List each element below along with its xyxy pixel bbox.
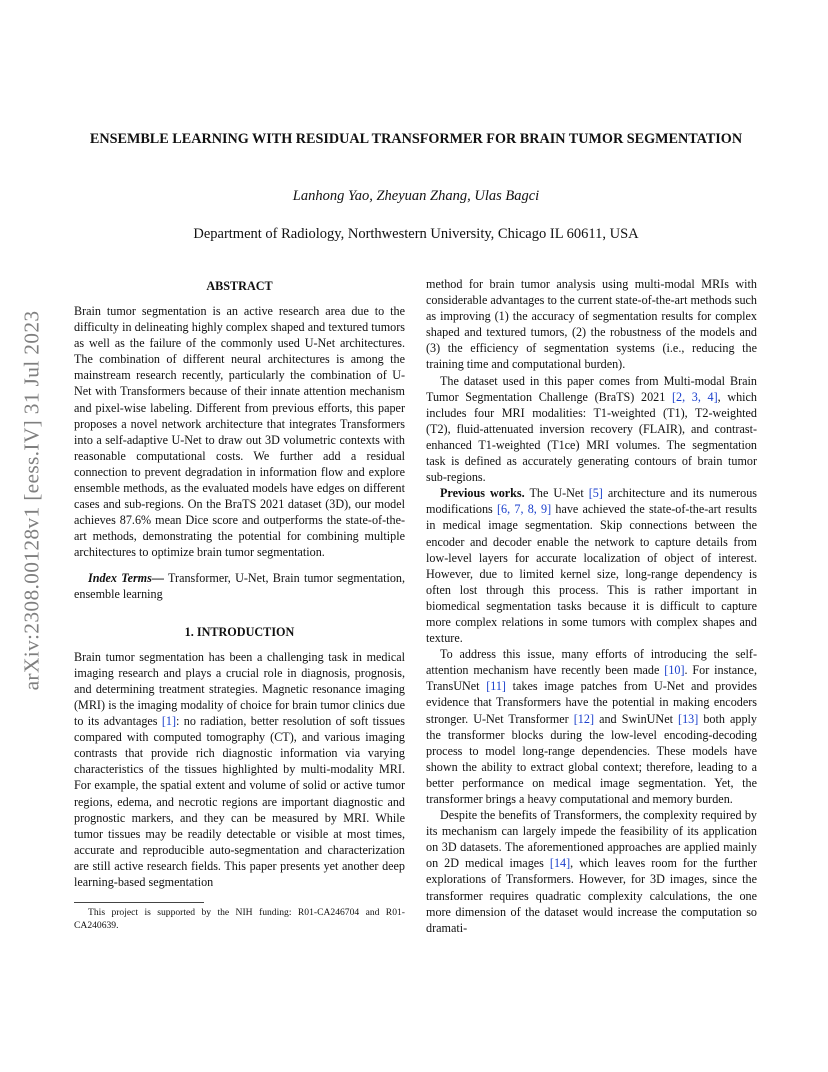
citation-link[interactable]: [5] bbox=[588, 486, 603, 501]
intro-paragraph-previous-works bbox=[426, 485, 757, 646]
paper-authors: Lanhong Yao, Zheyuan Zhang, Ulas Bagci bbox=[292, 188, 540, 204]
paper-affiliation: Department of Radiology, Northwestern University, Chicago IL 60611, USA bbox=[193, 226, 639, 242]
intro-text: The U-Net bbox=[524, 486, 589, 501]
intro-text: have achieved the state-of-the-art results in medical image segmentation. Skip connections between the encoder and decoder enable the network to capture details from low-level layers for accurate localization of object of interest. However, due to limited kernel size, long-range dependency is often lost through this process. This is rather important in biomedical segmentation tasks because it is difficult to capture more complex relations in some tumors with complex shapes and texture. bbox=[426, 502, 758, 646]
intro-text: , which includes four MRI modalities: T1-weighted (T1), T2-weighted (T2), fluid-attenuated inversion recovery (FLAIR), and contrast-enhanced T1-weighted (T1ce) MRI volumes. The segmentation task is defined as accurately generating contours of brain tumor sub-regions. bbox=[426, 389, 758, 485]
right-column bbox=[426, 276, 757, 936]
citation-link[interactable]: [2, 3, 4] bbox=[671, 389, 718, 404]
citation-link[interactable]: [11] bbox=[486, 679, 506, 694]
introduction-heading: 1. INTRODUCTION bbox=[184, 624, 295, 639]
intro-paragraph-1 bbox=[74, 649, 405, 890]
previous-works-label: Previous works. bbox=[440, 486, 525, 501]
funding-footnote: This project is supported by the NIH funding: R01-CA246704 and R01-CA240639. bbox=[74, 907, 405, 931]
intro-text: architecture and its numerous modifications bbox=[426, 486, 757, 517]
intro-paragraph-1-continued: method for brain tumor analysis using multi-modal MRIs with considerable advantages to the current state-of-the-art methods such as improving (1) the accuracy of segmentation results for complex shaped and textured tumors, (2) the robustness of the models and (3) the efficiency of segmentation systems (i.e., reducing the training time and computational burden). bbox=[426, 277, 757, 372]
left-column bbox=[74, 278, 405, 932]
intro-paragraph-4 bbox=[426, 646, 757, 807]
citation-link[interactable]: [10] bbox=[664, 663, 685, 678]
abstract-text: Brain tumor segmentation is an active research area due to the difficulty in delineating highly complex shaped and textured tumors as well as the failure of the commonly used U-Net architectures. The combination of different neural architectures is among the mainstream research recently, particularly the combination of U-Net with Transformers because of their innate attention mechanism and pixel-wise labeling. Different from previous efforts, this paper proposes a novel network architecture that integrates Transformers into a self-adaptive U-Net to draw out 3D volumetric contexts with reasonable computational costs. We further add a residual connection to prevent degradation in information flow and explore ensemble methods, as the evaluated models have edges on different cases and sub-regions. On the BraTS 2021 dataset (3D), our model achieves 87.6% mean Dice score and outperforms the state-of-the-art methods, demonstrating the potential for combining multiple architectures to optimize brain tumor segmentation. bbox=[74, 304, 405, 560]
citation-link[interactable]: [12] bbox=[573, 711, 594, 726]
arxiv-identifier bbox=[12, 300, 52, 700]
citation-link[interactable]: [14] bbox=[549, 856, 571, 871]
intro-paragraph-5 bbox=[426, 807, 757, 936]
citation-link[interactable]: [13] bbox=[678, 711, 699, 726]
citation-link[interactable]: [1] bbox=[161, 714, 177, 729]
footnote-rule bbox=[74, 902, 204, 903]
intro-text: , which leaves room for the further explorations of Transformers. However, for 3D images, since the transformer requires quadratic complexity calculations, the one more dimension of the dataset would increase the computation so dramati- bbox=[426, 856, 757, 935]
index-terms-text: Transformer, U-Net, Brain tumor segmentation, ensemble learning bbox=[74, 570, 406, 601]
intro-text: Despite the benefits of Transformers, the complexity required by its mechanism can largely impede the feasibility of its application on 3D datasets. The aforementioned approaches are applied mainly on 2D medical images bbox=[426, 808, 757, 871]
intro-text: Brain tumor segmentation has been a challenging task in medical imaging research and plays a crucial role in diagnosis, prognosis, and determining treatment strategies. Magnetic resonance imaging (MRI) is the imaging modality of choice for brain tumor clinics due to its advantages bbox=[74, 649, 405, 729]
intro-text: . For instance, TransUNet bbox=[426, 663, 757, 694]
intro-text: and SwinUNet bbox=[594, 711, 679, 726]
paper-title: ENSEMBLE LEARNING WITH RESIDUAL TRANSFORMER FOR BRAIN TUMOR SEGMENTATION bbox=[89, 131, 743, 147]
index-terms bbox=[74, 570, 405, 602]
intro-text: takes image patches from U-Net and provides evidence that Transformers have the potential in making encoders stronger. U-Net Transformer bbox=[426, 679, 757, 726]
intro-text: The dataset used in this paper comes from Multi-modal Brain Tumor Segmentation Challenge (BraTS) 2021 bbox=[426, 373, 757, 404]
index-terms-label: Index Terms— bbox=[88, 570, 164, 585]
intro-text: both apply the transformer blocks during the low-level encoding-decoding process to model long-range dependencies. These models have shown the ability to extract global context; therefore, leading to a better performance on medical image segmentation. Yet, the transformer brings a heavy computational and memory burden. bbox=[426, 711, 757, 806]
intro-text: To address this issue, many efforts of introducing the self-attention mechanism have recently been made bbox=[426, 647, 757, 678]
intro-paragraph-2 bbox=[426, 373, 757, 486]
citation-link[interactable]: [6, 7, 8, 9] bbox=[497, 502, 552, 517]
abstract-heading: ABSTRACT bbox=[206, 279, 273, 293]
intro-text: : no radiation, better resolution of soft tissues compared with computed tomography (CT), and various imaging contrasts that provide rich diagnostic information via varying characteristics of the tissues highlighted by multi-modality MRI. For example, the spatial extent and volume of solid or active tumor regions, edema, and necrotic regions are important diagnostic and prognostic markers, and they can be measured by MRI. While tumor tissues may be readily detectable or visible at most times, accurate and reproducible auto-segmentation and characterization are still active research fields. This paper presents yet another deep learning-based segmentation bbox=[74, 714, 406, 889]
arxiv-identifier-text: arXiv:2308.00128v1 [eess.IV] 31 Jul 2023 bbox=[19, 310, 44, 690]
